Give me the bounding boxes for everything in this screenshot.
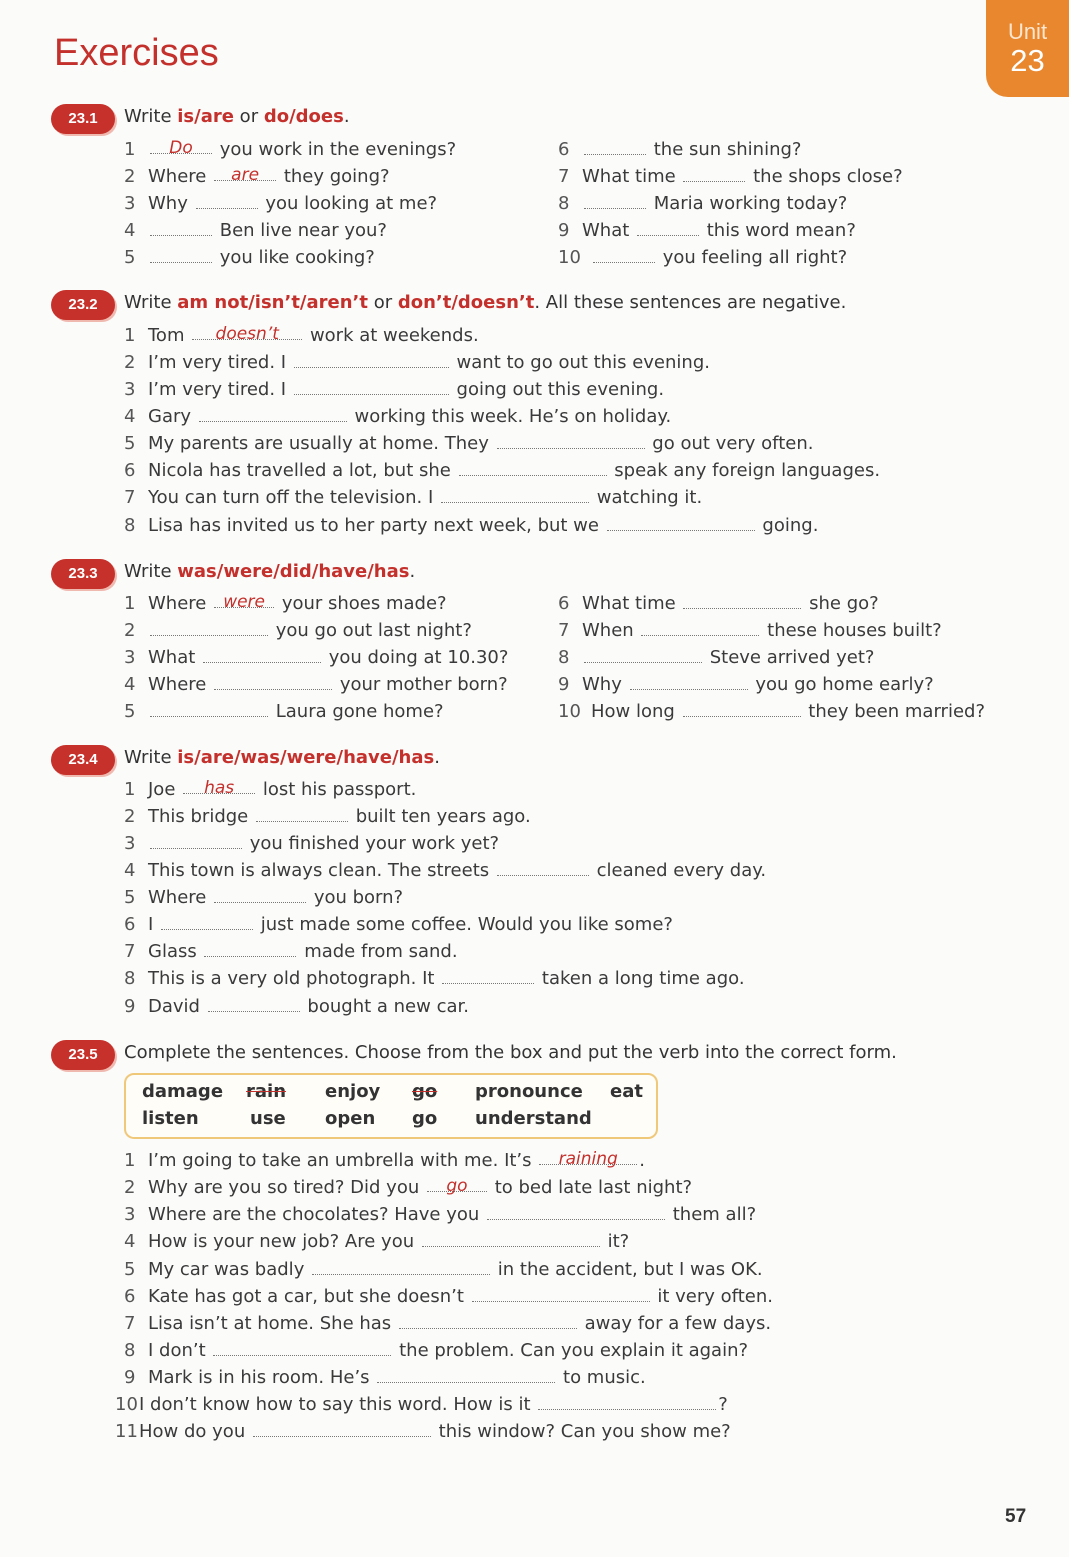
item-number: 7: [124, 941, 136, 962]
item-text-after: the shops close?: [747, 166, 903, 187]
item-text-after: you like cooking?: [214, 247, 375, 268]
exercise-item: [124, 701, 444, 722]
item-text-before: Gary: [148, 406, 197, 427]
item-text-after: away for a few days.: [578, 1313, 772, 1334]
word-box-word: enjoy: [325, 1081, 381, 1102]
item-number: 10: [558, 701, 581, 722]
answer-blank[interactable]: [539, 1149, 637, 1169]
item-text-after: cleaned every day.: [590, 860, 767, 881]
exercise-item: [124, 247, 375, 268]
exercise-item: [124, 779, 416, 800]
item-text-before: How is your new job? Are you: [148, 1231, 420, 1252]
exercise-item: [124, 1177, 692, 1198]
answer-blank[interactable]: [538, 1395, 716, 1410]
item-number: 4: [124, 1231, 136, 1252]
exercise-item: [124, 674, 508, 695]
item-number: 5: [124, 701, 136, 722]
exercise-item: [124, 593, 447, 614]
item-number: 7: [124, 1313, 136, 1334]
example-answer: has: [204, 778, 235, 798]
word-box-word: use: [250, 1108, 286, 1129]
item-text-before: Tom: [148, 325, 191, 346]
answer-blank[interactable]: [584, 194, 646, 209]
exercise-item: [124, 996, 469, 1017]
item-number: 6: [124, 914, 136, 935]
answer-blank[interactable]: [472, 1287, 650, 1302]
item-text-after: your shoes made?: [276, 593, 447, 614]
item-number: 9: [558, 674, 570, 695]
exercise-item: [124, 515, 818, 536]
item-number: 6: [124, 1286, 136, 1307]
word-box-word: open: [325, 1108, 376, 1129]
answer-blank[interactable]: [427, 1176, 487, 1196]
answer-blank[interactable]: [208, 997, 300, 1012]
word-box: [124, 1073, 658, 1139]
item-number: 6: [558, 139, 570, 160]
item-number: 7: [124, 487, 136, 508]
item-text-after: to bed late last night?: [488, 1177, 693, 1198]
item-text-before: You can turn off the television. I: [148, 487, 440, 508]
exercise-item: [124, 1340, 748, 1361]
answer-blank[interactable]: [593, 248, 655, 263]
exercise-item: [124, 352, 710, 373]
item-text-after: the problem. Can you explain it again?: [393, 1340, 749, 1361]
answer-blank[interactable]: [203, 648, 321, 663]
example-answer: doesn’t: [215, 324, 279, 344]
item-text-before: I don’t know how to say this word. How is it: [139, 1394, 537, 1415]
answer-blank[interactable]: [584, 140, 646, 155]
item-number: 2: [124, 352, 136, 373]
item-number: 5: [124, 433, 136, 454]
item-number: 6: [558, 593, 570, 614]
answer-blank[interactable]: [150, 621, 268, 636]
exercise-instruction: Complete the sentences. Choose from the box and put the verb into the correct form.: [124, 1042, 897, 1063]
item-text-after: taken a long time ago.: [536, 968, 745, 989]
item-number: 4: [124, 406, 136, 427]
exercise-item: [124, 1286, 773, 1307]
exercise-item: [558, 701, 985, 722]
exercise-item: [558, 647, 874, 668]
answer-blank[interactable]: [422, 1232, 600, 1247]
item-text-before: My car was badly: [148, 1259, 311, 1280]
word-box-word: eat: [610, 1081, 643, 1102]
item-text-after: it very often.: [651, 1286, 773, 1307]
exercise-item: [124, 941, 458, 962]
item-text-before: Kate has got a car, but she doesn’t: [148, 1286, 470, 1307]
item-text-after: you go home early?: [749, 674, 934, 695]
answer-blank[interactable]: [150, 248, 212, 263]
answer-blank[interactable]: [441, 488, 589, 503]
item-text-after: this window? Can you show me?: [432, 1421, 731, 1442]
exercise-item: [124, 914, 673, 935]
item-text-before: Glass: [148, 941, 203, 962]
item-text-after: built ten years ago.: [349, 806, 531, 827]
item-text-before: I’m very tired. I: [148, 352, 292, 373]
answer-blank[interactable]: [641, 621, 759, 636]
item-text-after: bought a new car.: [301, 996, 469, 1017]
item-text-before: I: [148, 914, 160, 935]
item-text-before: This town is always clean. The streets: [148, 860, 495, 881]
item-text-before: I’m very tired. I: [148, 379, 292, 400]
example-answer: Do: [169, 138, 193, 158]
item-number: 1: [124, 139, 136, 160]
exercise-item: [124, 887, 403, 908]
item-number: 2: [124, 166, 136, 187]
item-text-after: going out this evening.: [450, 379, 665, 400]
item-text-before: What: [582, 220, 636, 241]
example-answer: were: [223, 592, 265, 612]
item-text-after: want to go out this evening.: [450, 352, 710, 373]
item-text-before: This is a very old photograph. It: [148, 968, 441, 989]
answer-blank[interactable]: [161, 915, 253, 930]
item-text-after: they going?: [278, 166, 390, 187]
exercise-item: [124, 620, 472, 641]
item-text-after: she go?: [803, 593, 879, 614]
item-number: 3: [124, 833, 136, 854]
exercise-item: [124, 647, 508, 668]
item-text-before: Lisa has invited us to her party next week, but we: [148, 515, 605, 536]
item-text-before: When: [582, 620, 640, 641]
exercise-instruction: Write was/were/did/have/has.: [124, 561, 416, 582]
item-text-before: Where: [148, 674, 213, 695]
item-text-before: David: [148, 996, 206, 1017]
answer-blank[interactable]: [196, 194, 258, 209]
answer-blank[interactable]: [683, 594, 801, 609]
exercise-item: [124, 433, 813, 454]
item-text-after: to music.: [557, 1367, 646, 1388]
word-box-word: understand: [475, 1108, 592, 1129]
exercise-item: [124, 1231, 629, 1252]
answer-blank[interactable]: [183, 778, 255, 798]
answer-blank[interactable]: [683, 167, 745, 182]
item-number: 3: [124, 379, 136, 400]
item-text-before: Why are you so tired? Did you: [148, 1177, 425, 1198]
answer-blank[interactable]: [377, 1368, 555, 1383]
exercise-item: [558, 139, 801, 160]
item-text-after: it?: [601, 1231, 630, 1252]
exercise-item: [124, 487, 702, 508]
answer-blank[interactable]: [214, 165, 276, 185]
item-text-after: Ben live near you?: [214, 220, 387, 241]
item-text-after: Steve arrived yet?: [704, 647, 875, 668]
exercise-badge: 23.5: [51, 1040, 115, 1070]
answer-blank[interactable]: [150, 221, 212, 236]
item-text-before: This bridge: [148, 806, 254, 827]
page-number: 57: [1005, 1506, 1027, 1527]
answer-blank[interactable]: [399, 1314, 577, 1329]
item-text-after: Laura gone home?: [270, 701, 444, 722]
item-number: 10: [115, 1394, 138, 1415]
item-number: 9: [124, 1367, 136, 1388]
item-number: 1: [124, 1150, 136, 1171]
item-text-after: .: [639, 1150, 645, 1171]
item-number: 7: [558, 166, 570, 187]
item-text-before: Where: [148, 887, 213, 908]
item-text-after: you born?: [308, 887, 404, 908]
exercise-item: [558, 193, 847, 214]
exercise-item: [124, 406, 671, 427]
item-text-after: you feeling all right?: [657, 247, 848, 268]
exercise-badge: 23.3: [51, 559, 115, 589]
item-number: 10: [558, 247, 581, 268]
answer-blank[interactable]: [199, 407, 347, 422]
answer-blank[interactable]: [214, 592, 274, 612]
item-text-after: work at weekends.: [304, 325, 479, 346]
exercise-instruction: Write am not/isn’t/aren’t or don’t/doesn’t. All these sentences are negative.: [124, 292, 847, 313]
item-number: 2: [124, 620, 136, 641]
item-text-before: I’m going to take an umbrella with me. It’s: [148, 1150, 538, 1171]
item-number: 8: [558, 193, 570, 214]
exercise-item: [124, 1204, 756, 1225]
word-box-word: listen: [142, 1108, 199, 1129]
item-text-after: Maria working today?: [648, 193, 848, 214]
word-box-word: damage: [142, 1081, 224, 1102]
item-text-after: this word mean?: [701, 220, 856, 241]
exercise-item: [124, 1150, 645, 1171]
exercise-item: [124, 860, 766, 881]
exercise-badge: 23.4: [51, 745, 115, 775]
answer-blank[interactable]: [497, 861, 589, 876]
item-text-after: you looking at me?: [259, 193, 438, 214]
item-text-after: lost his passport.: [257, 779, 417, 800]
example-answer: are: [231, 165, 260, 185]
item-text-after: watching it.: [591, 487, 703, 508]
item-text-after: working this week. He’s on holiday.: [348, 406, 672, 427]
answer-blank[interactable]: [497, 434, 645, 449]
answer-blank[interactable]: [442, 969, 534, 984]
item-text-after: the sun shining?: [648, 139, 802, 160]
item-number: 8: [124, 968, 136, 989]
answer-blank[interactable]: [607, 516, 755, 531]
item-text-before: What: [148, 647, 202, 668]
exercise-item: [124, 1313, 771, 1334]
item-text-before: How do you: [139, 1421, 251, 1442]
item-number: 2: [124, 1177, 136, 1198]
item-number: 3: [124, 193, 136, 214]
exercise-item: [124, 379, 664, 400]
answer-blank[interactable]: [204, 942, 296, 957]
item-number: 5: [124, 247, 136, 268]
item-number: 6: [124, 460, 136, 481]
item-text-after: these houses built?: [761, 620, 942, 641]
item-number: 9: [124, 996, 136, 1017]
exercise-item: [124, 968, 745, 989]
answer-blank[interactable]: [294, 353, 449, 368]
word-box-word: go: [412, 1108, 438, 1129]
item-text-after: you go out last night?: [270, 620, 472, 641]
exercise-item: [558, 620, 942, 641]
item-text-after: your mother born?: [334, 674, 508, 695]
item-number: 4: [124, 860, 136, 881]
answer-blank[interactable]: [214, 675, 332, 690]
exercise-item: [124, 460, 880, 481]
answer-blank[interactable]: [150, 834, 242, 849]
exercise-item: [124, 1259, 763, 1280]
item-text-after: ?: [718, 1394, 728, 1415]
item-number: 4: [124, 220, 136, 241]
item-text-before: Joe: [148, 779, 182, 800]
item-number: 8: [124, 515, 136, 536]
item-text-before: What time: [582, 166, 682, 187]
exercise-badge: 23.2: [51, 290, 115, 320]
item-text-after: you doing at 10.30?: [323, 647, 509, 668]
unit-label: Unit: [1007, 19, 1048, 44]
item-number: 1: [124, 779, 136, 800]
answer-blank[interactable]: [683, 702, 801, 717]
exercise-item: [124, 325, 479, 346]
item-text-before: Lisa isn’t at home. She has: [148, 1313, 397, 1334]
item-text-before: How long: [591, 701, 681, 722]
item-text-before: Mark is in his room. He’s: [148, 1367, 376, 1388]
item-number: 2: [124, 806, 136, 827]
answer-blank[interactable]: [459, 461, 607, 476]
answer-blank[interactable]: [312, 1260, 490, 1275]
item-text-after: just made some coffee. Would you like some?: [255, 914, 673, 935]
answer-blank[interactable]: [213, 1341, 391, 1356]
item-text-after: them all?: [667, 1204, 757, 1225]
item-text-before: Why: [148, 193, 194, 214]
item-text-before: Where are the chocolates? Have you: [148, 1204, 486, 1225]
item-text-before: Nicola has travelled a lot, but she: [148, 460, 457, 481]
example-answer: go: [446, 1176, 468, 1196]
answer-blank[interactable]: [487, 1205, 665, 1220]
exercise-item: [124, 139, 456, 160]
item-text-before: Why: [582, 674, 628, 695]
exercise-item: [124, 833, 499, 854]
answer-blank[interactable]: [584, 648, 702, 663]
exercise-item: [558, 247, 847, 268]
example-answer: raining: [558, 1149, 618, 1169]
item-text-after: made from sand.: [298, 941, 458, 962]
item-text-before: My parents are usually at home. They: [148, 433, 495, 454]
answer-blank[interactable]: [256, 807, 348, 822]
answer-blank[interactable]: [150, 702, 268, 717]
word-box-word: pronounce: [475, 1081, 583, 1102]
item-number: 5: [124, 1259, 136, 1280]
item-number: 8: [558, 647, 570, 668]
item-text-after: you work in the evenings?: [214, 139, 457, 160]
exercise-item: [558, 674, 934, 695]
exercise-item: [115, 1421, 731, 1442]
unit-tab: [986, 0, 1069, 97]
answer-blank[interactable]: [253, 1422, 431, 1437]
item-text-after: going.: [756, 515, 819, 536]
answer-blank[interactable]: [192, 324, 302, 344]
exercise-item: [115, 1394, 728, 1415]
item-number: 5: [124, 887, 136, 908]
answer-blank[interactable]: [294, 380, 449, 395]
item-text-before: Where: [148, 593, 213, 614]
exercise-item: [558, 166, 903, 187]
item-number: 3: [124, 1204, 136, 1225]
exercise-item: [558, 220, 856, 241]
item-number: 9: [558, 220, 570, 241]
exercise-badge: 23.1: [51, 104, 115, 134]
exercise-instruction: Write is/are or do/does.: [124, 106, 350, 127]
item-number: 7: [558, 620, 570, 641]
item-text-after: they been married?: [802, 701, 986, 722]
exercise-item: [124, 1367, 646, 1388]
page-title: Exercises: [54, 32, 219, 74]
answer-blank[interactable]: [150, 138, 212, 158]
unit-number: 23: [1010, 43, 1045, 78]
exercise-item: [124, 166, 390, 187]
word-box-word-used: rain: [246, 1081, 287, 1102]
exercise-item: [558, 593, 879, 614]
item-text-after: go out very often.: [646, 433, 814, 454]
exercise-instruction: Write is/are/was/were/have/has.: [124, 747, 440, 768]
item-text-before: Where: [148, 166, 213, 187]
item-number: 11: [115, 1421, 138, 1442]
item-text-before: What time: [582, 593, 682, 614]
item-number: 3: [124, 647, 136, 668]
exercise-item: [124, 193, 437, 214]
item-number: 1: [124, 325, 136, 346]
answer-blank[interactable]: [214, 888, 306, 903]
item-text-after: speak any foreign languages.: [608, 460, 881, 481]
item-number: 8: [124, 1340, 136, 1361]
item-number: 4: [124, 674, 136, 695]
answer-blank[interactable]: [637, 221, 699, 236]
item-text-after: in the accident, but I was OK.: [492, 1259, 763, 1280]
exercise-item: [124, 220, 387, 241]
word-box-word-used: go: [412, 1081, 438, 1102]
item-text-before: I don’t: [148, 1340, 212, 1361]
answer-blank[interactable]: [630, 675, 748, 690]
exercise-item: [124, 806, 531, 827]
item-number: 1: [124, 593, 136, 614]
item-text-after: you finished your work yet?: [244, 833, 500, 854]
